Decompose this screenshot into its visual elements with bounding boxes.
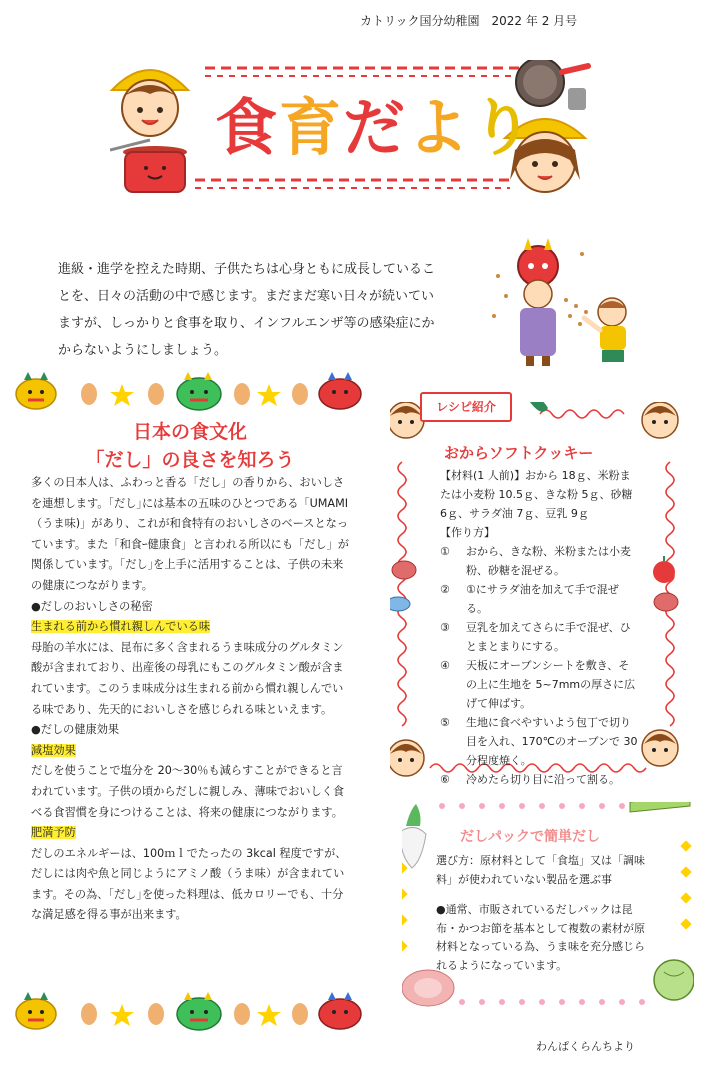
dashi-paragraph: ●通常、市販されているだしパックは昆布・かつお節を基本として複数の素材が原材料となっている為、うま味を充分感じられるようになっています。 — [436, 903, 645, 972]
wavy-border-left — [398, 462, 406, 726]
oni-green-icon — [177, 992, 221, 1030]
highlight-subheading — [31, 823, 351, 844]
recipe-steps — [440, 542, 640, 789]
bean-icon — [292, 1003, 308, 1025]
dashi-title: だしパックで簡単だし — [460, 829, 600, 845]
star-icon — [110, 1004, 134, 1026]
step-text: 豆乳を加えてさらに手で混ぜ、ひとまとまりにする。 — [466, 621, 631, 653]
oni-decoration-row-top — [14, 370, 364, 414]
title-char-1: 食 — [215, 91, 280, 164]
article-title-line1: 日本の食文化 — [132, 421, 247, 443]
article-title-line2: 「だし」の良さを知ろう — [85, 449, 295, 471]
recipe-step — [440, 770, 640, 789]
bean-icon — [292, 383, 308, 405]
child-face-icon — [390, 402, 424, 438]
step-number: ② — [440, 583, 450, 596]
dashi-body — [436, 852, 654, 988]
title-char-5: り — [471, 91, 536, 164]
meat-icon — [654, 593, 678, 611]
article-body — [31, 473, 351, 926]
step-text: 生地に食べやすいよう包丁で切り目を入れ、170℃のオーブンで 30 分程度焼く。 — [466, 716, 638, 767]
step-text: おから、きな粉、米粉または小麦粉、砂糖を混ぜる。 — [466, 545, 631, 577]
step-number: ④ — [440, 659, 450, 672]
intro-paragraph: 進級・進学を控えた時期、子供たちは心身ともに成長していることを、日々の活動の中で感じます。まだまだ寒い日々が続いていますが、しっかりと食事を取り、インフルエンザ等の感染症にかからないようにしましょう。 — [58, 262, 436, 358]
title-char-4: よ — [407, 91, 472, 164]
spinach-icon — [530, 402, 548, 412]
star-icon — [110, 384, 134, 406]
recipe-step — [440, 713, 640, 770]
step-text: ①にサラダ油を加えて手で混ぜる。 — [466, 583, 619, 615]
ingredients-heading: 【材料(1 人前)】 — [440, 469, 526, 482]
newsletter-title — [215, 78, 535, 167]
green-onion-icon — [630, 802, 690, 812]
oni-mask-icon — [518, 238, 558, 286]
step-text: 冷めたら切り目に沿って割る。 — [466, 773, 620, 786]
step-number: ⑤ — [440, 716, 450, 729]
highlight-text: 肥満予防 — [31, 826, 76, 840]
section-heading: ●だしのおいしさの秘密 — [31, 599, 153, 613]
star-icon — [257, 384, 281, 406]
recipe-step — [440, 542, 640, 580]
step-number: ⑥ — [440, 773, 450, 786]
recipe-step — [440, 656, 640, 713]
recipe-label: レシピ紹介 — [420, 392, 512, 422]
article-paragraph: 多くの日本人は、ふわっと香る「だし」の香りから、おいしさを連想します。｢だし｣には基本の五味のひとつである「UMAMI（うま味)」があり、これが和食特有のおいしさのベースとなっています。また「和食ｰ健康食」と言われる所以にも「だし」が関係しています。｢だし｣を上手に活用することは、子供の未来の健康につながります。 — [31, 476, 349, 592]
bean-icon — [234, 383, 250, 405]
setsubun-illustration — [486, 236, 646, 366]
pot-icon — [110, 140, 187, 192]
step-number: ① — [440, 545, 450, 558]
article-title — [60, 418, 320, 474]
child-face-icon — [390, 740, 424, 776]
oni-yellow-icon — [16, 372, 56, 409]
recipe-body — [440, 466, 640, 789]
highlight-text: 減塩効果 — [31, 743, 76, 757]
daikon-icon — [402, 804, 426, 868]
method-heading: 【作り方】 — [440, 526, 495, 539]
recipe-step — [440, 618, 640, 656]
recipe-step — [440, 580, 640, 618]
title-char-3: だ — [343, 91, 408, 164]
article-paragraph: 母胎の羊水には、昆布に多く含まれるうま味成分のグルタミン酸が含まれており、出産後の母乳にもこのグルタミン酸が含まれています。このうま味成分は生まれる前から慣れ親しんでいる味であり、先天的においしさを感じられる味といえます。 — [31, 640, 344, 716]
oni-red-icon — [319, 992, 361, 1029]
bean-icon — [148, 383, 164, 405]
oni-green-icon — [177, 372, 221, 410]
highlight-subheading — [31, 617, 351, 638]
adult-figure-icon — [520, 280, 556, 366]
article-paragraph: だしを使うことで塩分を 20～30％も減らすことができると言われています。子供の頃からだしに親しみ、薄味でおいしく食べる食習慣を身につけることは、将来の健康につながります。 — [31, 764, 345, 819]
article-paragraph: だしのエネルギーは、100ｍｌでたったの 3kcal 程度ですが、だしには肉や魚と同じようにアミノ酸（うま味）が含まれています。その為、｢だし｣を使った料理は、低カロリーでも、十分な満足感を得る事が出来ます。 — [31, 846, 347, 922]
newsletter-header: カトリック国分幼稚園 2022 年 2 月号 — [360, 14, 578, 28]
footer-credit: わんぱくらんちより — [536, 1040, 635, 1053]
child-throwing-beans-icon — [584, 298, 626, 362]
section-heading: ●だしの健康効果 — [31, 723, 120, 737]
child-face-icon — [642, 402, 678, 438]
apple-icon — [653, 556, 675, 583]
star-icon — [257, 1004, 281, 1026]
recipe-title: おからソフトクッキー — [444, 444, 594, 462]
bean-icon — [81, 383, 97, 405]
dashi-paragraph: 選び方：原材料として「食塩」又は「調味料」が使われていない製品を選ぶ事 — [436, 854, 645, 886]
highlight-text: 生まれる前から慣れ親しんでいる味 — [31, 620, 211, 634]
cabbage-icon — [654, 960, 694, 1000]
child-face-icon — [642, 730, 678, 766]
oni-yellow-icon — [16, 992, 56, 1029]
fish-icon — [390, 597, 410, 611]
bean-icon — [81, 1003, 97, 1025]
highlight-subheading — [31, 741, 351, 762]
oni-decoration-row-bottom — [14, 990, 364, 1034]
title-char-2: 育 — [279, 91, 344, 164]
step-number: ③ — [440, 621, 450, 634]
boy-chef-icon — [112, 70, 188, 136]
ingredients — [440, 466, 640, 523]
meat-icon — [392, 561, 416, 579]
bean-icon — [148, 1003, 164, 1025]
ingredients-list: おから 18ｇ、米粉または小麦粉 10.5ｇ、きな粉 5ｇ、砂糖 6ｇ、サラダ油 7ｇ、豆乳 9ｇ — [440, 469, 633, 520]
wavy-border-top — [540, 410, 624, 418]
bean-icon — [234, 1003, 250, 1025]
oni-red-icon — [319, 372, 361, 409]
step-text: 天板にオーブンシートを敷き、その上に生地を 5~7mmの厚さに広げて伸ばす。 — [466, 659, 636, 710]
